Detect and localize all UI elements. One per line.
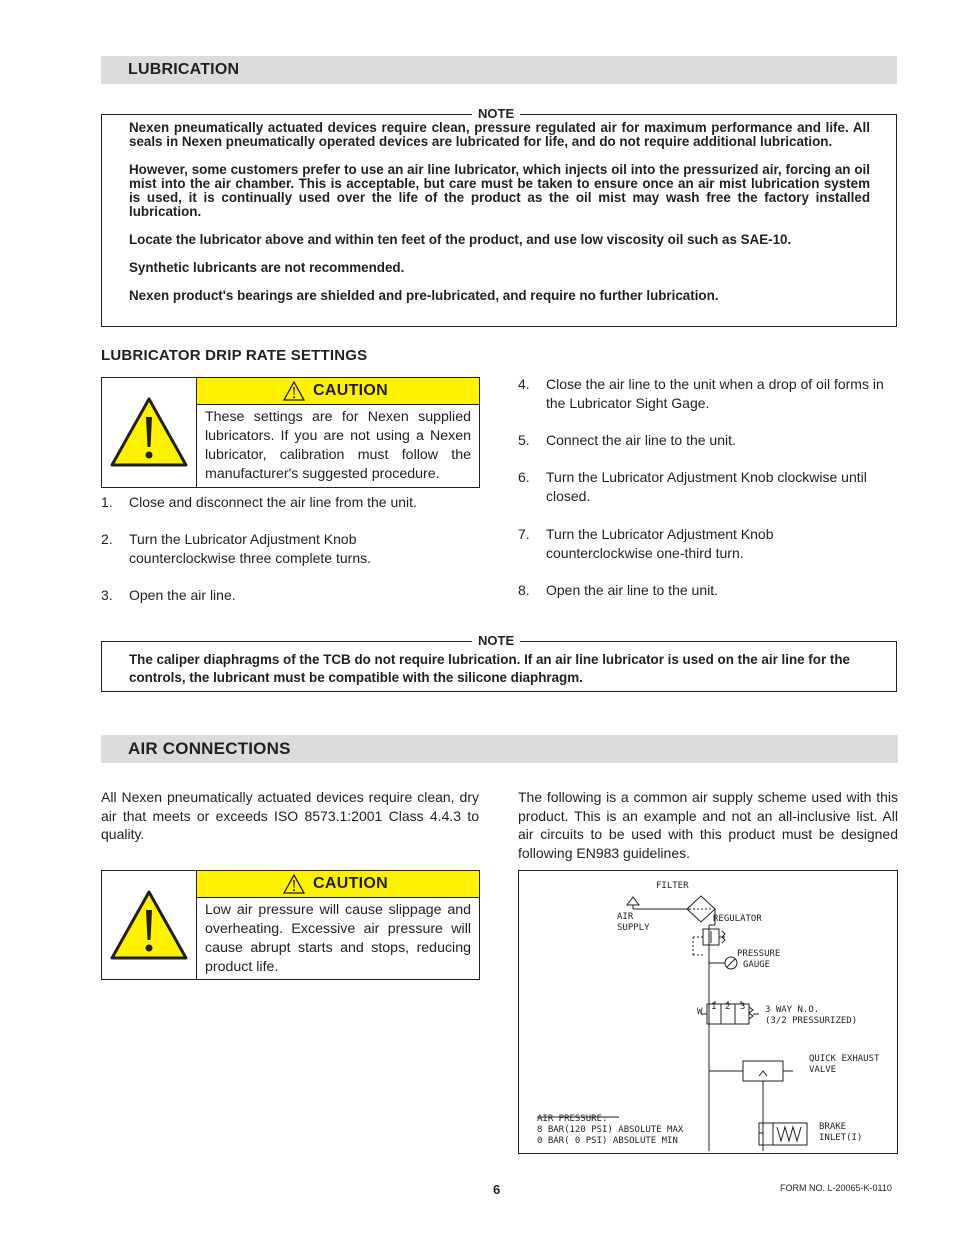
air-connections-title: AIR CONNECTIONS bbox=[128, 739, 291, 758]
air-label: AIR bbox=[617, 912, 634, 922]
lubrication-title: LUBRICATION bbox=[128, 61, 240, 78]
pneumatic-schematic bbox=[519, 871, 897, 1153]
port-2-label: 2 bbox=[725, 1002, 731, 1012]
caution-text: These settings are for Nexen supplied lubricators. If you are not using a Nexen lubricator, calibration must follow the manufacturer's suggested procedure. bbox=[205, 409, 471, 482]
valve-type-label: 3 WAY N.O. bbox=[765, 1005, 820, 1015]
air-pressure-max: 8 BAR(120 PSI) ABSOLUTE MAX bbox=[537, 1125, 684, 1135]
warning-triangle-icon bbox=[108, 888, 190, 962]
drip-caution-box bbox=[101, 377, 480, 488]
quick-exhaust-label: QUICK EXHAUST bbox=[809, 1054, 880, 1064]
page-number: 6 bbox=[493, 1182, 501, 1197]
note-paragraph: Locate the lubricator above and within ten feet of the product, and use low viscosity oil such as SAE-10. bbox=[129, 232, 792, 247]
caution-text: Low air pressure will cause slippage and overheating. Excessive air pressure will cause abrupt starts and stops, reducing product life. bbox=[205, 902, 471, 975]
air-connections-section-header bbox=[101, 735, 898, 763]
note-paragraph: However, some customers prefer to use an air line lubricator, which injects oil into the pressurized air, forcing an oil mist into the air chamber. This is acceptable, but care must be taken to ensure once an air mist lubrication system is used, it is continually used over the life of the product as the oil mist may wash free the factory installed lubrication. bbox=[129, 162, 870, 219]
tcb-note-text: The caliper diaphragms of the TCB do not require lubrication. If an air line lubricator is used on the air line for the controls, the lubricant must be compatible with the silicone diaphragm. bbox=[129, 652, 850, 685]
valve-type-sub-label: (3/2 PRESSURIZED) bbox=[765, 1016, 858, 1026]
lubrication-note-box bbox=[101, 106, 897, 327]
warning-triangle-icon bbox=[108, 395, 190, 469]
note-paragraph: Nexen product's bearings are shielded and pre-lubricated, and require no further lubrication. bbox=[129, 288, 719, 303]
w-label: W bbox=[697, 1007, 703, 1017]
air-caution-box bbox=[101, 870, 480, 980]
air-intro-paragraph: All Nexen pneumatically actuated devices require clean, dry air that meets or exceeds ISO 8573.1:2001 Class 4.4.3 to quality. bbox=[101, 789, 479, 842]
air-pressure-min: 0 BAR( 0 PSI) ABSOLUTE MIN bbox=[537, 1136, 678, 1146]
caution-header bbox=[197, 871, 479, 898]
filter-label: FILTER bbox=[656, 881, 689, 891]
gauge-label: GAUGE bbox=[743, 960, 771, 970]
port-1-label: 1 bbox=[711, 1002, 717, 1012]
port-3-label: 3 bbox=[740, 1002, 746, 1012]
air-supply-diagram bbox=[518, 870, 898, 1154]
note-label: NOTE bbox=[472, 106, 520, 121]
brake-label: BRAKE bbox=[819, 1122, 847, 1132]
valve-label: VALVE bbox=[809, 1065, 837, 1075]
note-paragraph: Nexen pneumatically actuated devices require clean, pressure regulated air for maximum performance and life. All seals in Nexen pneumatically operated devices are lubricated for life, and do not require additional lubrication. bbox=[129, 120, 870, 149]
supply-label: SUPPLY bbox=[617, 923, 650, 933]
caution-header bbox=[197, 378, 479, 405]
pressure-label: PRESSURE bbox=[737, 949, 781, 959]
caution-word: CAUTION bbox=[313, 875, 388, 892]
note-paragraph: Synthetic lubricants are not recommended. bbox=[129, 260, 405, 275]
tcb-note-box bbox=[101, 633, 897, 692]
form-number: FORM NO. L-20065-K-0110 bbox=[780, 1183, 892, 1193]
note-label: NOTE bbox=[472, 633, 520, 648]
lubrication-section-header bbox=[101, 56, 897, 84]
drip-rate-heading: LUBRICATOR DRIP RATE SETTINGS bbox=[101, 347, 368, 364]
air-scheme-paragraph: The following is a common air supply scheme used with this product. This is an example and not an all-inclusive list. All air circuits to be used with this product must be designed following EN983 guidelines. bbox=[518, 789, 898, 861]
lubrication-note-text bbox=[129, 121, 870, 303]
small-warning-icon bbox=[283, 874, 305, 894]
inlet-label: INLET(I) bbox=[819, 1133, 863, 1143]
air-pressure-title: AIR PRESSURE: bbox=[537, 1114, 608, 1124]
caution-word: CAUTION bbox=[313, 382, 388, 399]
regulator-label: REGULATOR bbox=[713, 914, 762, 924]
small-warning-icon bbox=[283, 381, 305, 401]
